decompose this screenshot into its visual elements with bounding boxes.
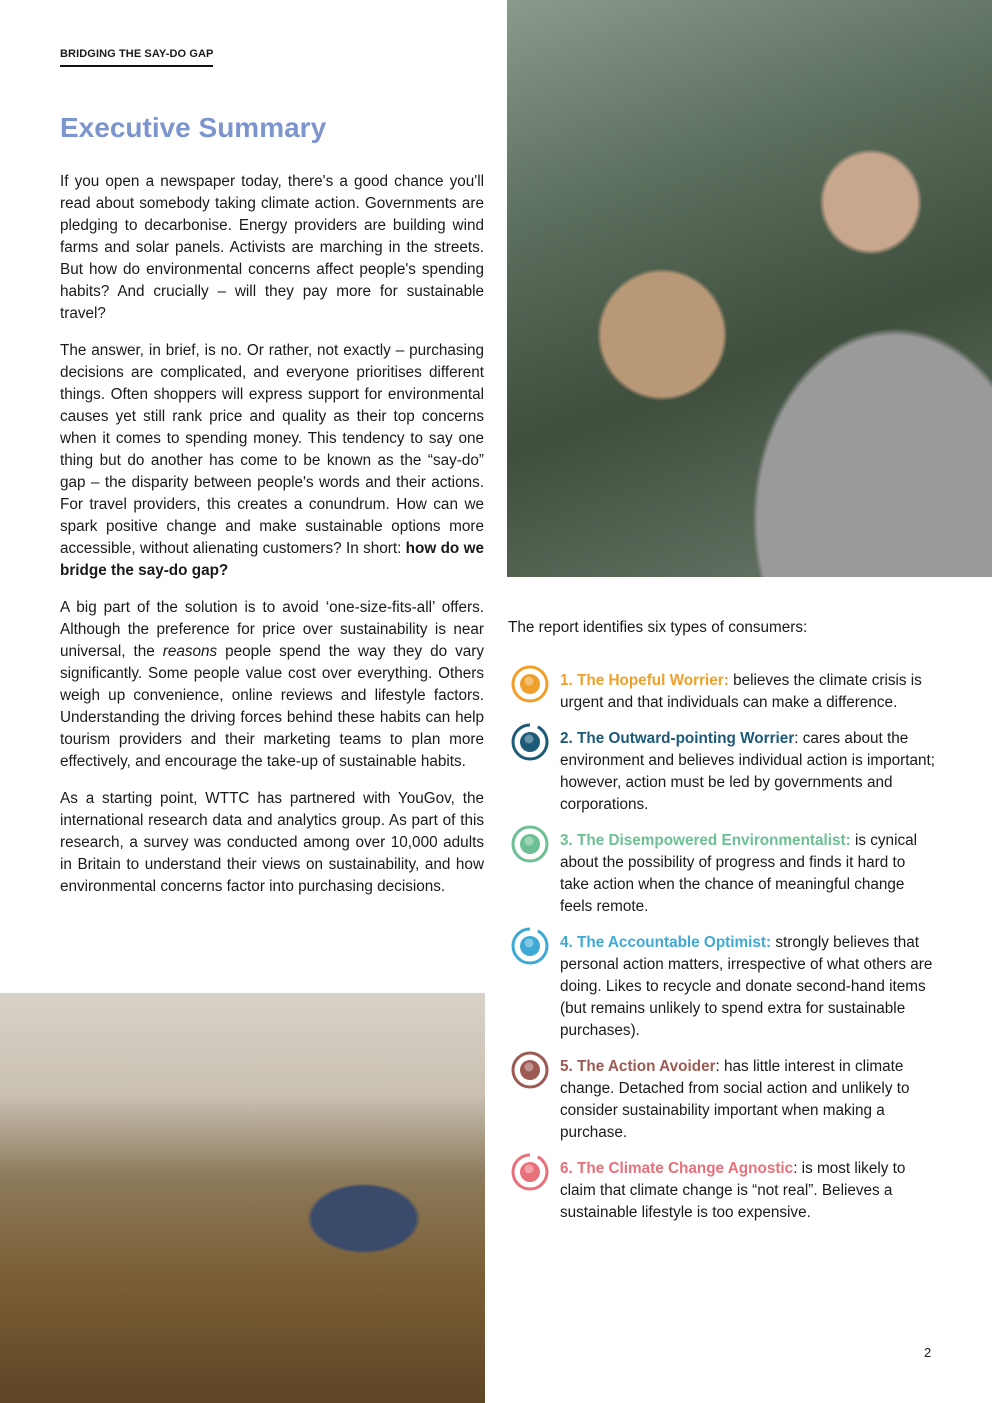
- body-text: [60, 171, 484, 913]
- action-avoider-icon: [510, 1050, 550, 1090]
- consumer-type-item: [508, 670, 938, 714]
- consumer-type-item: [508, 1056, 938, 1144]
- consumer-type-name: 1. The Hopeful Worrier:: [560, 672, 729, 689]
- hopeful-worrier-icon: [510, 664, 550, 704]
- consumer-type-name: 6. The Climate Change Agnostic: [560, 1160, 794, 1177]
- consumer-type-item: [508, 728, 938, 816]
- consumer-type-item: [508, 1158, 938, 1224]
- consumer-type-item: [508, 932, 938, 1042]
- italic-word: reasons: [162, 643, 218, 660]
- consumer-type-name: 2. The Outward-pointing Worrier: [560, 730, 795, 747]
- consumer-type-name: 4. The Accountable Optimist:: [560, 934, 772, 951]
- paragraph: [60, 340, 484, 582]
- disempowered-environmentalist-icon: [510, 824, 550, 864]
- consumer-type-name: 3. The Disempowered Environmentalist:: [560, 832, 851, 849]
- consumer-type-name: 5. The Action Avoider: [560, 1058, 716, 1075]
- paragraph-text: The answer, in brief, is no. Or rather, not exactly – purchasing decisions are complicated, and everyone prioritises different things. Often shoppers will express support for environmental causes yet still rank price and quality as their top concerns when it comes to spending money. This tendency to say one thing but do another has come to be known as the “say-do” gap – the disparity between people's words and their actions. For travel providers, this creates a conundrum. How can we spark positive change and make sustainable options more accessible, without alienating customers? In short:: [60, 342, 484, 557]
- paragraph: As a starting point, WTTC has partnered with YouGov, the international research data and analytics group. As part of this research, a survey was conducted among over 10,000 adults in Britain to understand their views on sustainability, and how environmental concerns factor into purchasing decisions.: [60, 790, 484, 895]
- outward-pointing-worrier-icon: [510, 722, 550, 762]
- consumer-type-description: : has little interest in climate change. Detached from social action and unlikely to consider sustainability important when making a purchase.: [560, 1058, 910, 1141]
- accountable-optimist-icon: [510, 926, 550, 966]
- page-number: 2: [924, 1345, 932, 1360]
- paragraph-text: A big part of the solution is to avoid ‘one-size-fits-all’ offers. Although the preference for price over sustainability is near universal, the: [60, 599, 484, 660]
- consumer-type-description: believes the climate crisis is urgent and that individuals can make a difference.: [560, 672, 922, 711]
- paragraph: [60, 597, 484, 773]
- page-title: Executive Summary: [60, 112, 327, 143]
- climate-change-agnostic-icon: [510, 1152, 550, 1192]
- paragraph: If you open a newspaper today, there's a good chance you'll read about somebody taking climate action. Governments are pledging to decarbonise. Energy providers are building wind farms and solar panels. Activists are marching in the streets. But how do environmental concerns affect people's spending habits? And crucially – will they pay more for sustainable travel?: [60, 173, 484, 322]
- consumer-type-item: [508, 830, 938, 918]
- bold-question: how do we bridge the say-do gap?: [60, 540, 484, 579]
- photo-hiker-landscape: [0, 993, 485, 1403]
- consumer-type-description: strongly believes that personal action matters, irrespective of what others are doing. Likes to recycle and donate second-hand items (but remains unlikely to spend extra for sustainable purchases).: [560, 934, 933, 1039]
- consumer-types-list: [508, 670, 938, 1238]
- photo-woman-drinking-coconut: [507, 0, 992, 577]
- consumer-type-description: : cares about the environment and believes individual action is important; however, action must be led by governments and corporations.: [560, 730, 935, 813]
- paragraph-text: people spend the way they do vary significantly. Some people value cost over everything. Others weigh up convenience, online reviews and lifestyle factors. Understanding the driving forces behind these habits can help tourism providers and their marketing teams to plan more effectively, and encourage the take-up of sustainable habits.: [60, 643, 485, 770]
- consumer-type-description: : is most likely to claim that climate change is “not real”. Believes a sustainable lifestyle is too expensive.: [560, 1160, 906, 1221]
- types-intro: The report identifies six types of consumers:: [508, 619, 808, 636]
- consumer-type-description: is cynical about the possibility of progress and finds it hard to take action when the chance of meaningful change feels remote.: [560, 832, 918, 915]
- running-header: BRIDGING THE SAY-DO GAP: [60, 48, 213, 67]
